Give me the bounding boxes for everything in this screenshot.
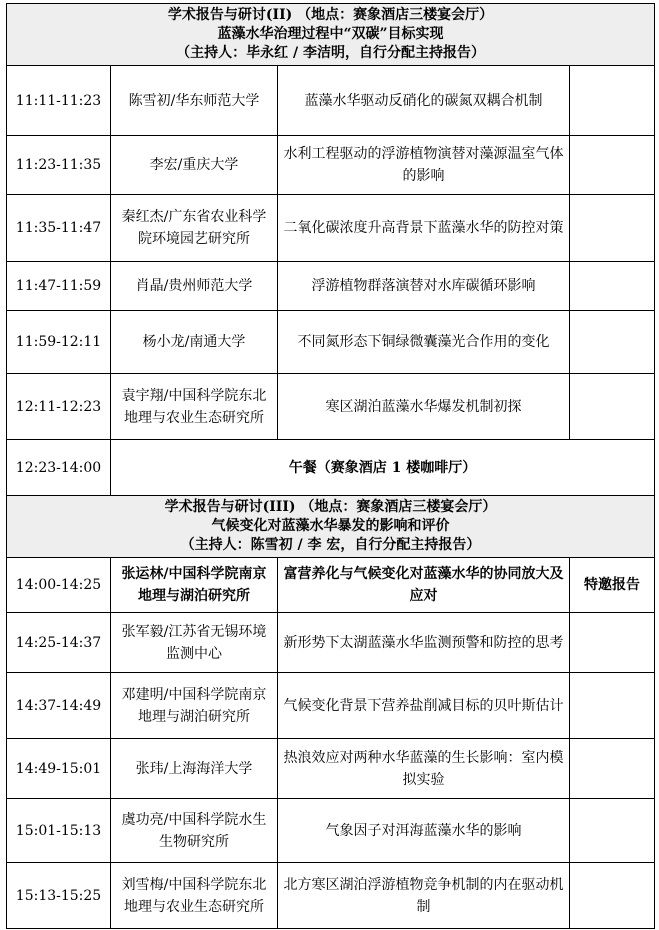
break-time: 12:23-14:00 [7, 440, 111, 496]
session-chairs: （主持人：陈雪初 / 李 宏，自行分配主持报告） [180, 537, 481, 553]
talk-note [570, 863, 655, 929]
talk-note [570, 673, 655, 739]
break-label: 午餐（赛象酒店 1 楼咖啡厅） [111, 440, 655, 496]
speaker: 肖晶/贵州师范大学 [111, 262, 278, 311]
session-theme: 蓝藻水华治理过程中“双碳”目标实现 [217, 26, 444, 42]
table-row [7, 136, 655, 195]
table-row [7, 262, 655, 311]
time-slot: 12:11-12:23 [7, 374, 111, 440]
speaker: 陈雪初/华东师范大学 [111, 66, 278, 136]
table-row [7, 673, 655, 739]
speaker: 杨小龙/南通大学 [111, 311, 278, 374]
table-row [7, 374, 655, 440]
session-header [7, 4, 655, 66]
time-slot: 11:23-11:35 [7, 136, 111, 195]
time-slot: 14:37-14:49 [7, 673, 111, 739]
table-row [7, 739, 655, 799]
table-row [7, 863, 655, 929]
session-theme: 气候变化对蓝藻水华暴发的影响和评价 [211, 518, 450, 534]
talk-title: 蓝藻水华驱动反硝化的碳氮双耦合机制 [278, 66, 570, 136]
speaker: 虞功亮/中国科学院水生生物研究所 [111, 799, 278, 863]
speaker: 张军毅/江苏省无锡环境监测中心 [111, 613, 278, 673]
session-header-cell [7, 496, 655, 558]
talk-note [570, 136, 655, 195]
talk-title: 富营养化与气候变化对蓝藻水华的协同放大及应对 [278, 558, 570, 613]
talk-title: 北方寒区湖泊浮游植物竞争机制的内在驱动机制 [278, 863, 570, 929]
talk-note [570, 66, 655, 136]
speaker: 刘雪梅/中国科学院东北地理与农业生态研究所 [111, 863, 278, 929]
talk-note [570, 739, 655, 799]
table-row [7, 613, 655, 673]
talk-title: 寒区湖泊蓝藻水华爆发机制初探 [278, 374, 570, 440]
time-slot: 11:35-11:47 [7, 195, 111, 262]
speaker: 张玮/上海海洋大学 [111, 739, 278, 799]
session-title: 学术报告与研讨(III) （地点：赛象酒店三楼宴会厅） [164, 499, 497, 515]
session-title: 学术报告与研讨(II) （地点：赛象酒店三楼宴会厅） [167, 7, 494, 23]
table-row [7, 66, 655, 136]
session-header [7, 496, 655, 558]
talk-title: 气候变化背景下营养盐削减目标的贝叶斯估计 [278, 673, 570, 739]
talk-note [570, 374, 655, 440]
time-slot: 15:13-15:25 [7, 863, 111, 929]
table-row [7, 558, 655, 613]
schedule-sheet [6, 3, 654, 929]
speaker: 邓建明/中国科学院南京地理与湖泊研究所 [111, 673, 278, 739]
time-slot: 11:11-11:23 [7, 66, 111, 136]
talk-title: 不同氮形态下铜绿微囊藻光合作用的变化 [278, 311, 570, 374]
talk-note [570, 311, 655, 374]
break-row [7, 440, 655, 496]
table-row [7, 195, 655, 262]
speaker: 李宏/重庆大学 [111, 136, 278, 195]
talk-title: 浮游植物群落演替对水库碳循环影响 [278, 262, 570, 311]
speaker: 袁宇翔/中国科学院东北地理与农业生态研究所 [111, 374, 278, 440]
talk-title: 水利工程驱动的浮游植物演替对藻源温室气体的影响 [278, 136, 570, 195]
session-header-cell [7, 4, 655, 66]
talk-note: 特邀报告 [570, 558, 655, 613]
talk-note [570, 799, 655, 863]
talk-title: 二氧化碳浓度升高背景下蓝藻水华的防控对策 [278, 195, 570, 262]
speaker: 张运林/中国科学院南京地理与湖泊研究所 [111, 558, 278, 613]
talk-note [570, 613, 655, 673]
session-chairs: （主持人：毕永红 / 李洁明，自行分配主持报告） [176, 45, 485, 61]
time-slot: 11:47-11:59 [7, 262, 111, 311]
speaker: 秦红杰/广东省农业科学院环境园艺研究所 [111, 195, 278, 262]
table-row [7, 799, 655, 863]
time-slot: 15:01-15:13 [7, 799, 111, 863]
time-slot: 11:59-12:11 [7, 311, 111, 374]
time-slot: 14:25-14:37 [7, 613, 111, 673]
table-row [7, 311, 655, 374]
talk-title: 新形势下太湖蓝藻水华监测预警和防控的思考 [278, 613, 570, 673]
talk-note [570, 262, 655, 311]
time-slot: 14:00-14:25 [7, 558, 111, 613]
talk-title: 热浪效应对两种水华蓝藻的生长影响：室内模拟实验 [278, 739, 570, 799]
talk-note [570, 195, 655, 262]
schedule-table [6, 3, 655, 929]
time-slot: 14:49-15:01 [7, 739, 111, 799]
talk-title: 气象因子对洱海蓝藻水华的影响 [278, 799, 570, 863]
